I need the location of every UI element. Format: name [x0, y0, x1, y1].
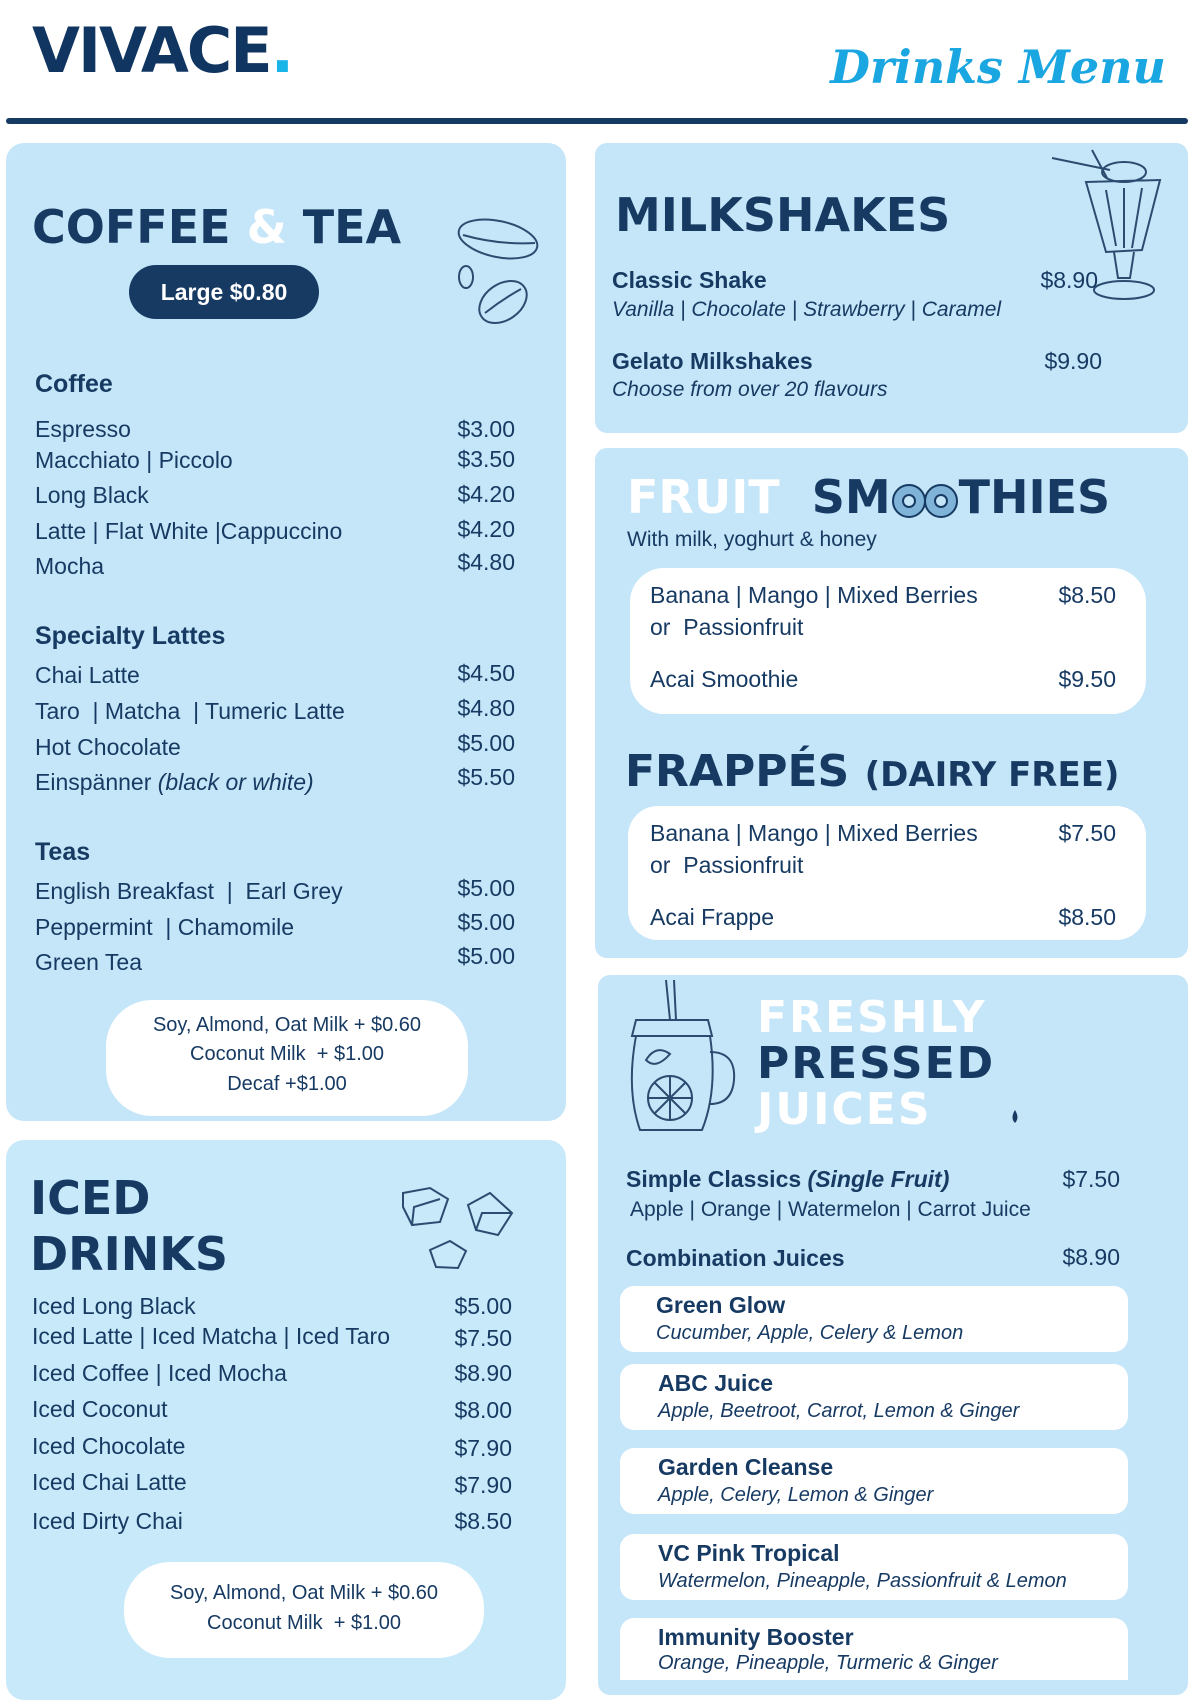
droplet-icon: [1010, 1110, 1020, 1124]
menu-item-price: $5.00: [457, 909, 515, 935]
menu-item-price: $4.50: [457, 660, 515, 686]
teas-heading: Teas: [35, 838, 91, 866]
menu-item-price: $8.90: [454, 1360, 512, 1386]
milkshake-desc: Vanilla | Chocolate | Strawberry | Caramel: [612, 298, 1002, 321]
menu-item-price: $5.00: [457, 943, 515, 969]
menu-item-name: Iced Long Black: [32, 1293, 196, 1319]
menu-item-name: Espresso: [35, 416, 131, 442]
juice-ingredients: Watermelon, Pineapple, Passionfruit & Lemon: [658, 1570, 1067, 1592]
menu-item-name: Einspänner (black or white): [35, 769, 314, 795]
juice-name: Green Glow: [656, 1292, 786, 1318]
coffee-heading: Coffee: [35, 370, 113, 398]
juice-ingredients: Orange, Pineapple, Turmeric & Ginger: [658, 1652, 998, 1674]
combination-juices-label: Combination Juices: [626, 1245, 845, 1271]
smoothies-title: FRUIT SM THIES: [627, 470, 1111, 524]
milkshake-desc: Choose from over 20 flavours: [612, 378, 888, 401]
menu-item-name: Green Tea: [35, 949, 142, 975]
juice-jar-icon: [626, 980, 741, 1145]
menu-item-name: Iced Dirty Chai: [32, 1508, 183, 1534]
donut-icon: [891, 483, 959, 519]
menu-item-name: Iced Coffee | Iced Mocha: [32, 1360, 287, 1386]
menu-title: Drinks Menu: [830, 40, 1166, 94]
menu-item-name: Iced Chai Latte: [32, 1469, 187, 1495]
menu-item-price: $8.50: [454, 1508, 512, 1534]
menu-item-price: $8.50: [1058, 904, 1116, 930]
simple-classics-desc: Apple | Orange | Watermelon | Carrot Juice: [630, 1198, 1031, 1221]
menu-item-name: Macchiato | Piccolo: [35, 447, 233, 473]
iced-milk-extras-box: [124, 1562, 484, 1658]
menu-item-price: $5.00: [457, 875, 515, 901]
menu-item-price: $4.20: [457, 516, 515, 542]
menu-item-price: $7.90: [454, 1435, 512, 1461]
menu-item-price: $7.50: [1058, 820, 1116, 846]
juice-name: VC Pink Tropical: [658, 1540, 840, 1566]
menu-item-name: Mocha: [35, 553, 105, 579]
menu-item-name: or Passionfruit: [650, 852, 804, 878]
menu-item-price: $4.80: [457, 695, 515, 721]
simple-classics-price: $7.50: [1062, 1166, 1120, 1192]
juice-ingredients: Apple, Celery, Lemon & Ginger: [658, 1484, 934, 1506]
menu-item-price: $3.00: [457, 416, 515, 442]
extra-line: Soy, Almond, Oat Milk + $0.60: [169, 1582, 439, 1604]
menu-item-price: $8.00: [454, 1397, 512, 1423]
coffee-tea-title: COFFEE & TEA: [32, 200, 402, 254]
milkshake-price: $8.90: [1040, 267, 1098, 293]
juice-card: [620, 1534, 1128, 1600]
menu-item-price: $5.00: [457, 730, 515, 756]
smoothies-box: [630, 568, 1146, 714]
menu-item-name: Latte | Flat White |Cappuccino: [35, 518, 343, 544]
menu-item-price: $3.50: [457, 446, 515, 472]
menu-item-name: Taro | Matcha | Tumeric Latte: [35, 698, 345, 724]
menu-item-name: Acai Smoothie: [650, 666, 799, 692]
menu-item-name: Iced Latte | Iced Matcha | Iced Taro: [32, 1323, 391, 1349]
menu-item-name: Peppermint | Chamomile: [35, 914, 295, 940]
milkshake-name: Gelato Milkshakes: [612, 348, 813, 374]
juice-card: [620, 1618, 1128, 1680]
simple-classics-label: Simple Classics (Single Fruit): [626, 1166, 950, 1192]
juice-card: [620, 1286, 1128, 1352]
juice-name: ABC Juice: [658, 1370, 774, 1396]
menu-item-price: $7.90: [454, 1472, 512, 1498]
extra-line: Decaf +$1.00: [227, 1073, 347, 1095]
juice-ingredients: Cucumber, Apple, Celery & Lemon: [656, 1322, 964, 1344]
brand-logo: VIVACE.: [32, 14, 293, 87]
large-size-badge: Large $0.80: [129, 265, 319, 319]
menu-item-name: Banana | Mango | Mixed Berries: [650, 820, 978, 846]
specialty-heading: Specialty Lattes: [35, 622, 226, 650]
juice-card: [620, 1448, 1128, 1514]
iced-title: ICED DRINKS: [30, 1171, 228, 1281]
frappes-title: FRAPPÉS (DAIRY FREE): [625, 746, 1120, 797]
menu-item-price: $5.50: [457, 764, 515, 790]
smoothies-subtitle: With milk, yoghurt & honey: [627, 528, 877, 551]
juice-name: Garden Cleanse: [658, 1454, 834, 1480]
ice-cubes-icon: [400, 1185, 520, 1270]
juices-title: FRESHLY PRESSED JUICES: [757, 992, 996, 1135]
menu-item-name: Iced Coconut: [32, 1396, 168, 1422]
menu-item-name: English Breakfast | Earl Grey: [35, 878, 343, 904]
menu-item-price: $4.20: [457, 481, 515, 507]
header-divider: [6, 118, 1188, 124]
extra-line: Coconut Milk + $1.00: [207, 1612, 401, 1634]
menu-item-name: Long Black: [35, 482, 149, 508]
menu-item-name: Hot Chocolate: [35, 734, 181, 760]
juice-name: Immunity Booster: [658, 1624, 854, 1650]
menu-item-price: $8.50: [1058, 582, 1116, 608]
menu-item-price: $9.50: [1058, 666, 1116, 692]
extra-line: Coconut Milk + $1.00: [190, 1043, 384, 1065]
menu-item-price: $4.80: [457, 549, 515, 575]
menu-item-price: $7.50: [454, 1325, 512, 1351]
menu-item-name: Iced Chocolate: [32, 1433, 186, 1459]
menu-item-name: Acai Frappe: [650, 904, 775, 930]
menu-item-name: Banana | Mango | Mixed Berries: [650, 582, 978, 608]
juice-ingredients: Apple, Beetroot, Carrot, Lemon & Ginger: [658, 1400, 1020, 1422]
milkshakes-title: MILKSHAKES: [615, 188, 951, 242]
menu-item-name: or Passionfruit: [650, 614, 804, 640]
extra-line: Soy, Almond, Oat Milk + $0.60: [152, 1014, 422, 1036]
coffee-beans-icon: [455, 215, 545, 330]
juice-card: [620, 1364, 1128, 1430]
menu-item-price: $5.00: [454, 1293, 512, 1319]
menu-item-name: Chai Latte: [35, 662, 140, 688]
frappes-box: [628, 806, 1146, 940]
combination-juices-price: $8.90: [1062, 1244, 1120, 1270]
milkshake-price: $9.90: [1044, 348, 1102, 374]
milkshake-name: Classic Shake: [612, 267, 767, 293]
milk-extras-box: [106, 1000, 468, 1116]
